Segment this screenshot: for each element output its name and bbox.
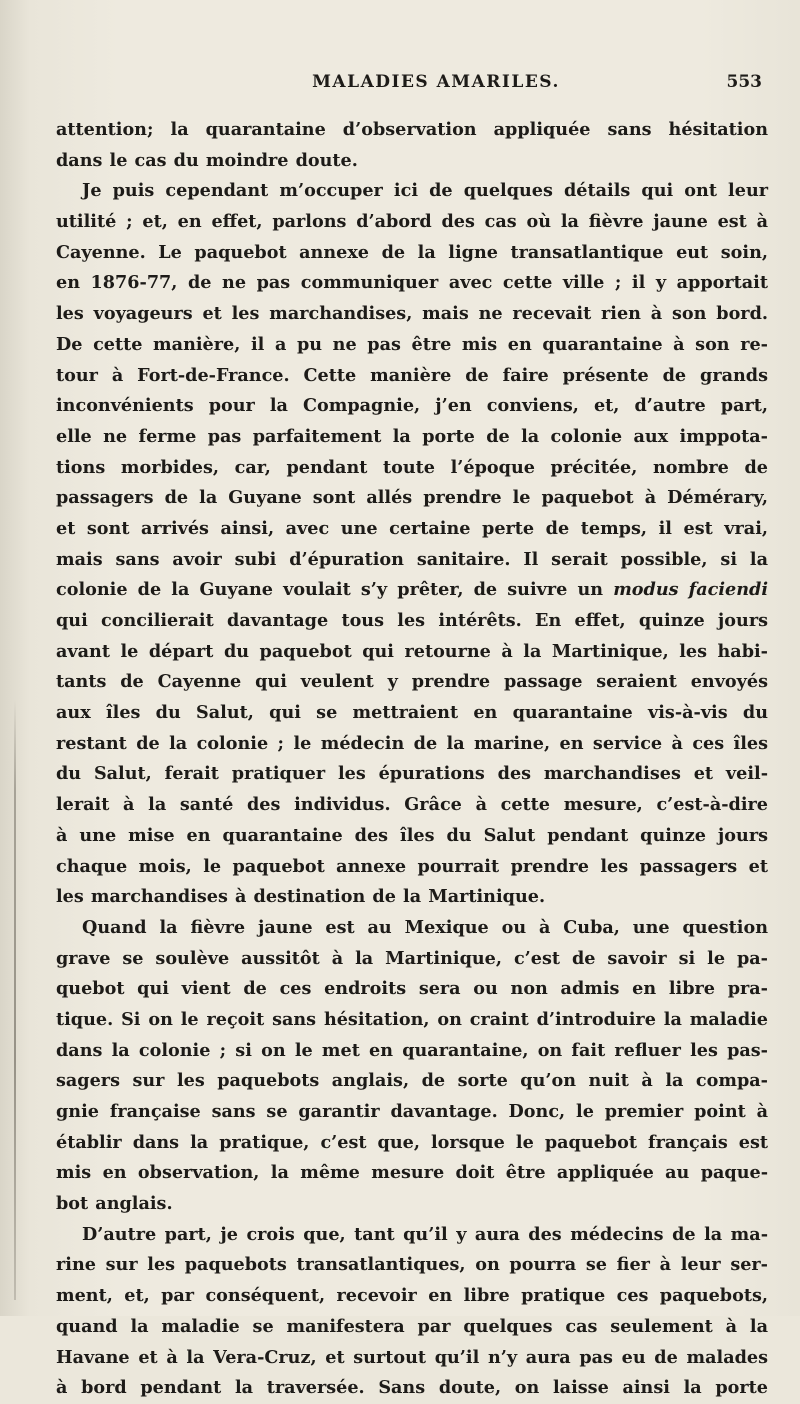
text-line: D’autre part, je crois que, tant qu’il y aura des médecins de la ma- — [82, 1223, 768, 1245]
text-line: tants de Cayenne qui veulent y prendre passage seraient envoyés — [56, 671, 768, 693]
text-line: attention; la quarantaine d’observation appliquée sans hésitation — [56, 119, 768, 140]
running-header — [110, 72, 762, 96]
text-line: restant de la colonie ; le médecin de la marine, en service à ces îles — [56, 732, 768, 754]
text-line: bot anglais. — [56, 1193, 173, 1215]
body-text — [56, 115, 768, 1404]
text-line: du Salut, ferait pratiquer les épurations des marchandises et veil- — [56, 763, 768, 785]
text-line: sagers sur les paquebots anglais, de sorte qu’on nuit à la compa- — [56, 1070, 768, 1092]
page-number: 553 — [726, 72, 762, 92]
text-line: dans la colonie ; si on le met en quarantaine, on fait refluer les pas- — [56, 1039, 768, 1061]
text-line: avant le départ du paquebot qui retourne à la Martinique, les habi- — [56, 640, 768, 662]
text-line: et sont arrivés ainsi, avec une certaine perte de temps, il est vrai, — [56, 517, 768, 539]
text-line: tour à Fort-de-France. Cette manière de faire présente de grands — [56, 364, 768, 386]
text-segment: colonie de la Guyane voulait s’y prêter, de suivre un — [56, 579, 614, 601]
text-line: établir dans la pratique, c’est que, lorsque le paquebot français est — [56, 1131, 768, 1153]
text-line: quebot qui vient de ces endroits sera ou non admis en libre pra- — [56, 978, 768, 1000]
text-line: gnie française sans se garantir davantage. Donc, le premier point à — [56, 1101, 768, 1122]
text-line: quand la maladie se manifestera par quelques cas seulement à la — [56, 1315, 768, 1337]
text-line — [56, 575, 768, 606]
text-line: qui concilierait davantage tous les intérêts. En effet, quinze jours — [56, 610, 768, 631]
text-line: Havane et à la Vera-Cruz, et surtout qu’il n’y aura pas eu de malades — [56, 1346, 768, 1368]
text-line: Je puis cependant m’occuper ici de quelques détails qui ont leur — [82, 180, 768, 202]
text-line: grave se soulève aussitôt à la Martinique, c’est de savoir si le pa- — [56, 947, 768, 969]
text-line: rine sur les paquebots transatlantiques, on pourra se fier à leur ser- — [56, 1254, 768, 1276]
latin-phrase: modus faciendi — [613, 579, 769, 601]
text-line: aux îles du Salut, qui se mettraient en quarantaine vis-à-vis du — [56, 702, 768, 724]
text-line: les voyageurs et les marchandises, mais ne recevait rien à son bord. — [56, 303, 768, 325]
text-line: dans le cas du moindre doute. — [56, 149, 358, 171]
text-line: inconvénients pour la Compagnie, j’en conviens, et, d’autre part, — [56, 395, 768, 417]
text-line: mais sans avoir subi d’épuration sanitaire. Il serait possible, si la — [56, 548, 768, 570]
text-line: à bord pendant la traversée. Sans doute, on laisse ainsi la porte — [56, 1377, 768, 1399]
text-line: ment, et, par conséquent, recevoir en libre pratique ces paquebots, — [56, 1285, 768, 1307]
text-line: les marchandises à destination de la Martinique. — [56, 886, 546, 908]
text-line: tique. Si on le reçoit sans hésitation, on craint d’introduire la maladie — [56, 1008, 768, 1030]
binding-shadow — [14, 700, 16, 1300]
text-line: en 1876-77, de ne pas communiquer avec cette ville ; il y apportait — [56, 272, 768, 294]
text-line: passagers de la Guyane sont allés prendre le paquebot à Démérary, — [56, 487, 768, 509]
text-line: à une mise en quarantaine des îles du Salut pendant quinze jours — [56, 824, 768, 846]
running-title: MALADIES AMARILES. — [312, 72, 560, 92]
text-line: chaque mois, le paquebot annexe pourrait prendre les passagers et — [56, 855, 768, 877]
text-line: tions morbides, car, pendant toute l’époque précitée, nombre de — [56, 456, 768, 478]
text-line: De cette manière, il a pu ne pas être mis en quarantaine à son re- — [56, 333, 768, 355]
text-line: mis en observation, la même mesure doit être appliquée au paque- — [56, 1162, 768, 1184]
text-line: lerait à la santé des individus. Grâce à cette mesure, c’est-à-dire — [56, 794, 768, 816]
text-line: utilité ; et, en effet, parlons d’abord des cas où la fièvre jaune est à — [56, 211, 768, 233]
text-line: elle ne ferme pas parfaitement la porte de la colonie aux imppota- — [56, 425, 768, 447]
text-line: Cayenne. Le paquebot annexe de la ligne transatlantique eut soin, — [56, 241, 768, 263]
text-line: Quand la fièvre jaune est au Mexique ou à Cuba, une question — [82, 916, 768, 938]
